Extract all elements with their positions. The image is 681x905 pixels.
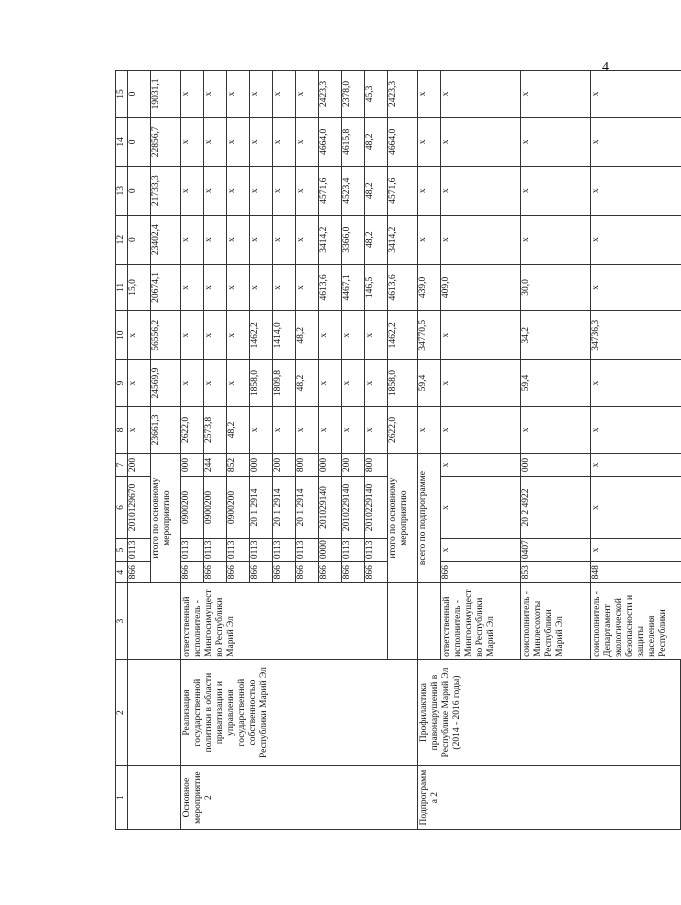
cell-value: 23661,3: [151, 406, 181, 453]
cell-value: x: [227, 264, 250, 311]
cell-value: 45,3: [365, 71, 388, 118]
header-cell: 4: [116, 562, 128, 583]
cell-value: x: [181, 311, 204, 360]
cell-code: 852: [227, 453, 250, 476]
cell-value: x: [296, 264, 319, 311]
cell-value: 1858,0: [388, 360, 418, 407]
cell-value: 59,4: [521, 360, 591, 407]
header-cell: 14: [116, 117, 128, 166]
cell-code: 0113: [365, 538, 388, 561]
cell-value: x: [227, 71, 250, 118]
measure-name: Основное мероприятие 2: [181, 766, 418, 830]
cell-value: x: [273, 166, 296, 215]
cell-code: 000: [250, 453, 273, 476]
cell-code: 866: [273, 562, 296, 583]
subprogram-description: Профилактика правонарушений в Республике Марий Эл (2014 - 2016 годы): [418, 659, 681, 765]
cell-value: 48,2: [365, 166, 388, 215]
cell-code: 0113: [296, 538, 319, 561]
cell-value: x: [250, 71, 273, 118]
cell-value: x: [319, 406, 342, 453]
cell-value: 48,2: [365, 117, 388, 166]
cell-code: x: [441, 453, 521, 476]
cell-value: 4664,0: [319, 117, 342, 166]
cell-code: 0113: [227, 538, 250, 561]
cell-value: x: [342, 406, 365, 453]
cell-value: x: [181, 360, 204, 407]
cell-code: 244: [204, 453, 227, 476]
cell-value: 4571,6: [388, 166, 418, 215]
cell-value: x: [441, 406, 521, 453]
cell-code: 000: [181, 453, 204, 476]
cell-value: 0: [128, 215, 151, 264]
cell-value: 2622,0: [388, 406, 418, 453]
cell-value: x: [250, 264, 273, 311]
cell-code: 866: [365, 562, 388, 583]
cell-code: x: [591, 453, 681, 476]
header-row: [116, 71, 128, 830]
co-executor: соисполнитель - Департамент экологической безопасности и защиты населения Республики: [591, 583, 681, 660]
cell-value: x: [591, 166, 681, 215]
cell: [128, 766, 181, 830]
cell-code: 866: [441, 562, 521, 583]
cell-code: 0900200: [227, 477, 250, 539]
cell-value: x: [521, 215, 591, 264]
cell-value: 48,2: [365, 215, 388, 264]
cell-code: 20 2 4922: [521, 477, 591, 539]
cell-value: x: [418, 71, 441, 118]
cell-value: x: [319, 360, 342, 407]
cell-code: 866: [227, 562, 250, 583]
cell-value: 4613,6: [388, 264, 418, 311]
cell-value: 15,0: [128, 264, 151, 311]
header-cell: 12: [116, 215, 128, 264]
cell-value: x: [181, 166, 204, 215]
cell-value: x: [521, 166, 591, 215]
cell-code: 0113: [128, 538, 151, 561]
cell-value: 1809,8: [273, 360, 296, 407]
cell-value: x: [591, 117, 681, 166]
cell: [128, 659, 181, 765]
cell-value: x: [227, 166, 250, 215]
cell-value: 4664,0: [388, 117, 418, 166]
cell-value: x: [227, 215, 250, 264]
cell-code: 866: [204, 562, 227, 583]
cell-code: 20 1 2914: [296, 477, 319, 539]
cell-value: x: [204, 215, 227, 264]
cell-value: 409,0: [441, 264, 521, 311]
header-cell: 5: [116, 538, 128, 561]
cell-code: 000: [521, 453, 591, 476]
cell-value: x: [204, 71, 227, 118]
cell-code: 800: [296, 453, 319, 476]
budget-table: [115, 70, 681, 830]
header-cell: 9: [116, 360, 128, 407]
table-row: [128, 71, 151, 830]
cell-code: 848: [591, 562, 681, 583]
cell-code: 800: [365, 453, 388, 476]
cell-value: x: [250, 215, 273, 264]
cell-value: x: [441, 215, 521, 264]
cell-value: x: [521, 117, 591, 166]
cell: [128, 583, 181, 660]
cell-value: x: [273, 406, 296, 453]
cell-value: x: [418, 215, 441, 264]
cell-value: x: [204, 311, 227, 360]
cell-value: 34,2: [521, 311, 591, 360]
cell-value: x: [296, 406, 319, 453]
table-row: [418, 71, 441, 830]
cell-value: x: [204, 166, 227, 215]
cell-code: x: [441, 477, 521, 539]
cell-value: 2378,0: [342, 71, 365, 118]
cell-code: 201029140: [319, 477, 342, 539]
cell-value: x: [227, 360, 250, 407]
cell-value: x: [418, 166, 441, 215]
cell-value: 4613,6: [319, 264, 342, 311]
cell-value: 23402,4: [151, 215, 181, 264]
budget-table-sheet: [115, 70, 668, 830]
cell-value: x: [591, 360, 681, 407]
cell-code: 866: [342, 562, 365, 583]
cell-value: x: [591, 215, 681, 264]
cell-code: 853: [521, 562, 591, 583]
cell-value: x: [296, 117, 319, 166]
cell-value: x: [250, 166, 273, 215]
cell-value: x: [204, 360, 227, 407]
cell-value: 146,5: [365, 264, 388, 311]
cell-value: 59,4: [418, 360, 441, 407]
cell-value: x: [342, 311, 365, 360]
cell-value: x: [128, 360, 151, 407]
cell-code: x: [591, 477, 681, 539]
cell-value: x: [273, 215, 296, 264]
total-label: итого по основному мероприятию: [388, 453, 418, 583]
cell-code: 0113: [250, 538, 273, 561]
cell-code: 866: [296, 562, 319, 583]
cell-value: 2622,0: [181, 406, 204, 453]
cell-value: 21733,3: [151, 166, 181, 215]
cell-value: x: [296, 215, 319, 264]
cell-value: 56556,2: [151, 311, 181, 360]
cell-code: 20 1 2914: [250, 477, 273, 539]
cell-code: 20 1 2914: [273, 477, 296, 539]
cell-value: 3414,2: [319, 215, 342, 264]
table-row: [181, 71, 204, 830]
cell-value: 34770,5: [418, 311, 441, 360]
cell-code: 0113: [273, 538, 296, 561]
cell-code: 0113: [342, 538, 365, 561]
cell-value: 2423,3: [388, 71, 418, 118]
cell-code: 0113: [181, 538, 204, 561]
cell-value: 4615,8: [342, 117, 365, 166]
cell-value: x: [181, 264, 204, 311]
cell-value: 24569,9: [151, 360, 181, 407]
cell-value: 3414,2: [388, 215, 418, 264]
cell-value: x: [250, 406, 273, 453]
cell-code: 0900200: [204, 477, 227, 539]
header-cell: 13: [116, 166, 128, 215]
cell-code: 866: [250, 562, 273, 583]
cell-value: 439,0: [418, 264, 441, 311]
cell-value: x: [441, 71, 521, 118]
cell-value: 1462,2: [250, 311, 273, 360]
cell-value: x: [273, 71, 296, 118]
cell-value: x: [296, 166, 319, 215]
cell-value: x: [181, 117, 204, 166]
header-cell: 6: [116, 477, 128, 539]
header-cell: 1: [116, 766, 128, 830]
cell-code: 0407: [521, 538, 591, 561]
cell-value: x: [418, 117, 441, 166]
total-label: итого по основному мероприятию: [151, 453, 181, 583]
cell-value: 48,2: [227, 406, 250, 453]
cell-value: 30,0: [521, 264, 591, 311]
cell-code: 866: [181, 562, 204, 583]
cell-value: 4523,4: [342, 166, 365, 215]
cell-value: x: [250, 117, 273, 166]
cell-value: 3366,0: [342, 215, 365, 264]
cell-code: 200: [342, 453, 365, 476]
cell-value: x: [365, 360, 388, 407]
header-cell: 11: [116, 264, 128, 311]
cell-value: x: [418, 406, 441, 453]
subprogram-name: Подпрограмма 2: [418, 766, 681, 830]
cell-value: x: [342, 360, 365, 407]
cell-value: 0: [128, 117, 151, 166]
cell-value: x: [181, 71, 204, 118]
cell-value: x: [319, 311, 342, 360]
measure-description: Реализация государственной политики в области приватизации и управления государственной собственностью Республики Марий Эл: [181, 659, 418, 765]
cell-value: x: [441, 311, 521, 360]
cell-code: 2010229140: [365, 477, 388, 539]
cell-value: 0: [128, 166, 151, 215]
header-cell: 15: [116, 71, 128, 118]
cell-value: x: [204, 117, 227, 166]
cell-code: 866: [128, 562, 151, 583]
cell-code: 000: [319, 453, 342, 476]
cell-value: 48,2: [296, 311, 319, 360]
cell-code: x: [441, 538, 521, 561]
cell-value: 4571,6: [319, 166, 342, 215]
cell-value: x: [181, 215, 204, 264]
cell-code: 200: [273, 453, 296, 476]
cell-code: 2010129670: [128, 477, 151, 539]
cell-value: x: [273, 264, 296, 311]
header-cell: 8: [116, 406, 128, 453]
cell-value: 20674,1: [151, 264, 181, 311]
header-cell: 10: [116, 311, 128, 360]
header-cell: 3: [116, 583, 128, 660]
cell-code: 866: [319, 562, 342, 583]
cell-value: x: [441, 166, 521, 215]
cell-value: x: [521, 71, 591, 118]
cell-value: 2573,8: [204, 406, 227, 453]
cell-value: x: [521, 406, 591, 453]
cell-value: 4467,1: [342, 264, 365, 311]
cell-value: 19031,1: [151, 71, 181, 118]
cell-value: 2423,3: [319, 71, 342, 118]
header-cell: 2: [116, 659, 128, 765]
cell-value: x: [441, 117, 521, 166]
cell: [388, 583, 418, 660]
cell-value: x: [296, 71, 319, 118]
cell-value: x: [365, 406, 388, 453]
cell-value: x: [128, 406, 151, 453]
cell-code: 200: [128, 453, 151, 476]
co-executor: соисполнитель - Минлесохоты Республики Марий Эл: [521, 583, 591, 660]
cell-value: x: [227, 311, 250, 360]
cell-code: 0900200: [181, 477, 204, 539]
cell-value: 0: [128, 71, 151, 118]
cell-value: x: [273, 117, 296, 166]
cell-value: x: [591, 264, 681, 311]
responsible-executor: ответственный исполнитель - Мингосимущество Республики Марий Эл: [441, 583, 521, 660]
cell: [418, 583, 441, 660]
cell-value: x: [227, 117, 250, 166]
cell-value: 1414,0: [273, 311, 296, 360]
responsible-executor: ответственный исполнитель - Мингосимущество Республики Марий Эл: [181, 583, 388, 660]
cell-code: 0113: [204, 538, 227, 561]
cell-code: x: [591, 538, 681, 561]
cell-code: 2010229140: [342, 477, 365, 539]
cell-code: 0000: [319, 538, 342, 561]
cell-value: x: [591, 71, 681, 118]
cell-value: x: [591, 406, 681, 453]
cell-value: 22856,7: [151, 117, 181, 166]
cell-value: 1462,2: [388, 311, 418, 360]
page-number: 4: [602, 60, 609, 75]
cell-value: x: [441, 360, 521, 407]
cell-value: 34736,3: [591, 311, 681, 360]
cell-value: 48,2: [296, 360, 319, 407]
total-label: всего по подпрограмме: [418, 453, 441, 583]
header-cell: 7: [116, 453, 128, 476]
cell-value: x: [128, 311, 151, 360]
cell-value: 1858,0: [250, 360, 273, 407]
cell-value: x: [204, 264, 227, 311]
cell-value: x: [365, 311, 388, 360]
